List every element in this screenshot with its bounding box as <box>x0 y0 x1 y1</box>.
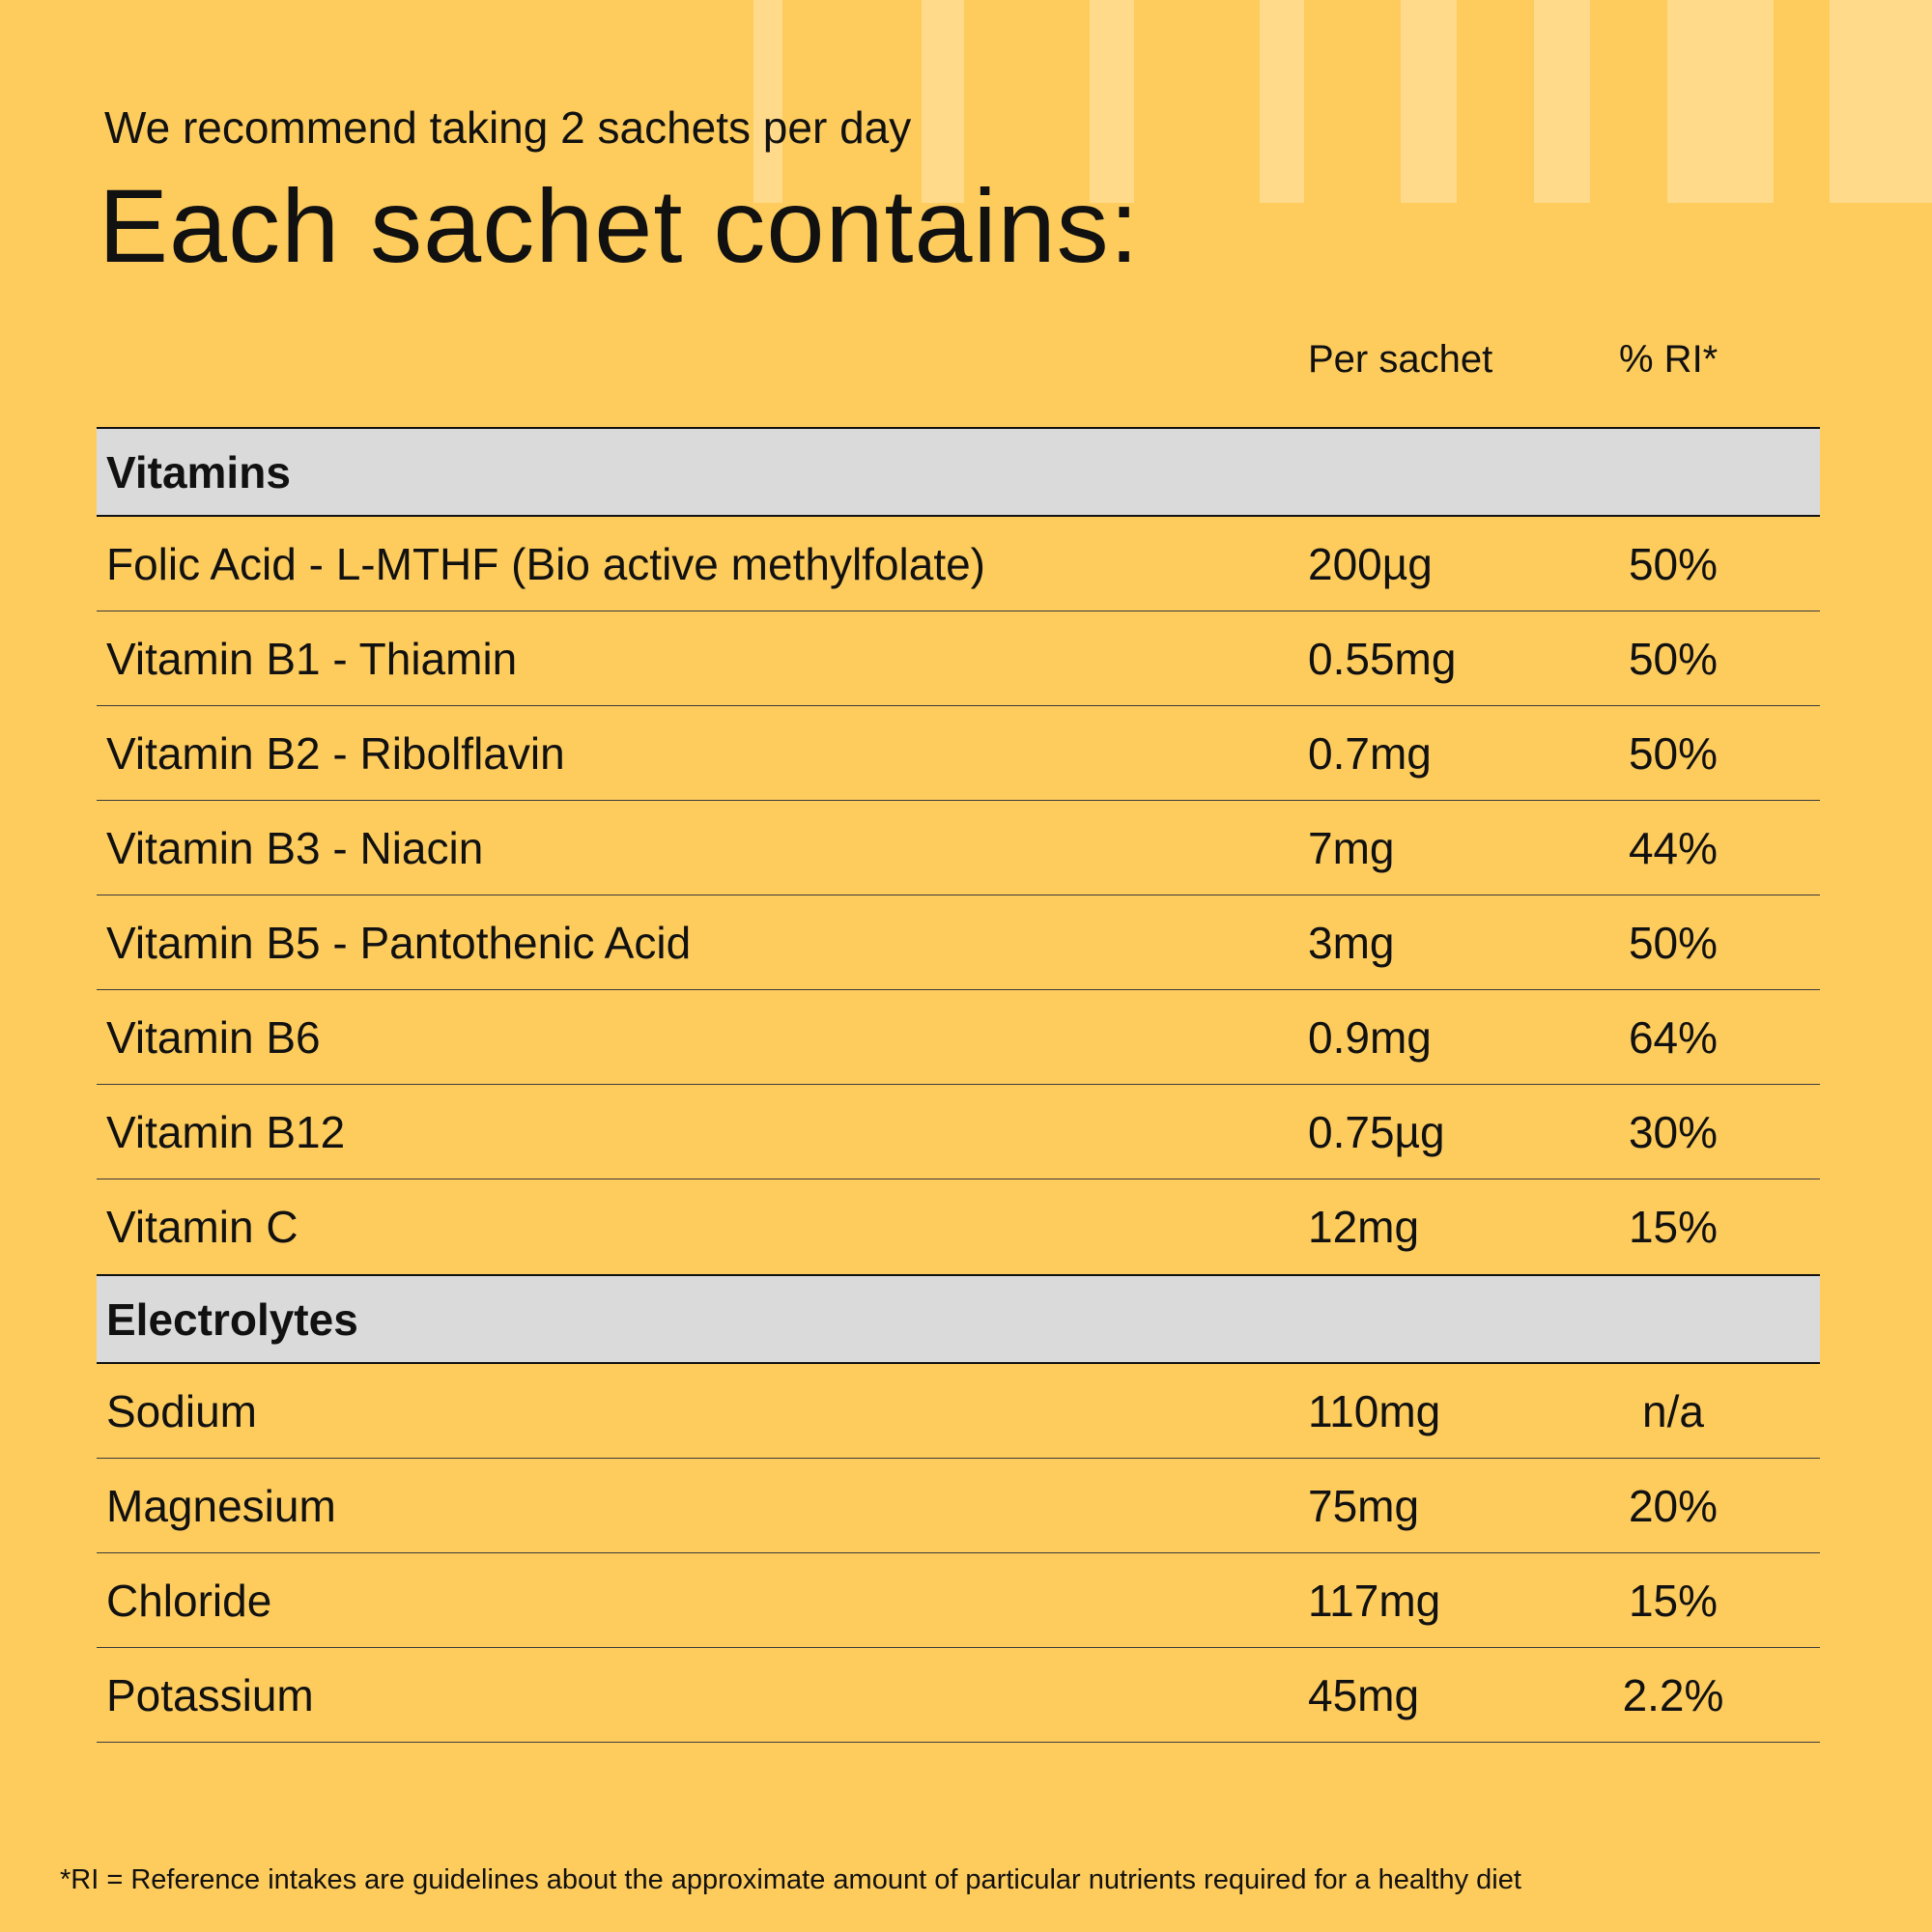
table-row <box>97 990 1820 1085</box>
table-row <box>97 517 1820 611</box>
nutrient-ri: 20% <box>1628 1480 1719 1531</box>
nutrient-name: Sodium <box>106 1385 257 1436</box>
column-header-per-sachet: Per sachet <box>1308 338 1493 381</box>
table-row <box>97 1179 1820 1274</box>
nutrient-ri: 64% <box>1628 1011 1719 1063</box>
nutrition-table <box>97 427 1820 1743</box>
nutrient-amount: 110mg <box>1308 1385 1441 1436</box>
table-row <box>97 611 1820 706</box>
column-header-ri: % RI* <box>1619 338 1719 381</box>
nutrient-ri: 50% <box>1628 727 1719 779</box>
decor-stripe <box>1260 0 1304 203</box>
nutrient-ri: 2.2% <box>1622 1669 1724 1720</box>
table-row <box>97 801 1820 895</box>
nutrient-amount: 117mg <box>1308 1575 1441 1626</box>
nutrient-name: Vitamin C <box>106 1202 298 1252</box>
section-title: Vitamins <box>106 446 291 497</box>
nutrient-name: Chloride <box>106 1575 272 1626</box>
nutrient-ri: 50% <box>1628 633 1719 684</box>
table-row <box>97 1085 1820 1179</box>
table-row <box>97 895 1820 990</box>
nutrient-amount: 75mg <box>1308 1480 1420 1531</box>
footnote: *RI = Reference intakes are guidelines about the approximate amount of particular nutrients required for a healthy diet <box>60 1864 1521 1895</box>
nutrient-ri: 44% <box>1628 822 1719 873</box>
nutrient-name: Vitamin B12 <box>106 1106 346 1157</box>
nutrient-ri: 15% <box>1628 1575 1719 1626</box>
page-title: Each sachet contains: <box>99 167 1140 284</box>
decor-stripe <box>1401 0 1457 203</box>
table-row <box>97 1648 1820 1743</box>
section-header-vitamins <box>97 427 1820 517</box>
nutrient-ri: 50% <box>1628 917 1719 968</box>
nutrient-amount: 0.55mg <box>1308 633 1457 684</box>
nutrient-amount: 200µg <box>1308 538 1433 589</box>
nutrient-amount: 3mg <box>1308 917 1395 968</box>
nutrient-name: Potassium <box>106 1669 314 1720</box>
decor-stripe <box>1830 0 1932 203</box>
nutrient-amount: 12mg <box>1308 1202 1420 1252</box>
nutrient-name: Vitamin B5 - Pantothenic Acid <box>106 917 692 968</box>
decor-stripe <box>1667 0 1774 203</box>
nutrient-name: Vitamin B3 - Niacin <box>106 822 484 873</box>
nutrient-amount: 0.9mg <box>1308 1011 1432 1063</box>
table-row <box>97 1459 1820 1553</box>
decor-stripe <box>1534 0 1590 203</box>
nutrient-amount: 45mg <box>1308 1669 1420 1720</box>
nutrient-amount: 0.75µg <box>1308 1106 1445 1157</box>
nutrient-name: Magnesium <box>106 1480 336 1531</box>
section-title: Electrolytes <box>106 1293 358 1345</box>
nutrient-ri: n/a <box>1642 1385 1704 1436</box>
nutrient-amount: 0.7mg <box>1308 727 1432 779</box>
table-row <box>97 1553 1820 1648</box>
nutrient-name: Vitamin B6 <box>106 1011 321 1063</box>
section-header-electrolytes <box>97 1274 1820 1364</box>
nutrient-ri: 50% <box>1628 538 1719 589</box>
table-row <box>97 1364 1820 1459</box>
nutrient-ri: 30% <box>1628 1106 1719 1157</box>
table-row <box>97 706 1820 801</box>
nutrient-amount: 7mg <box>1308 822 1395 873</box>
nutrient-name: Vitamin B1 - Thiamin <box>106 633 518 684</box>
nutrient-ri: 15% <box>1628 1202 1719 1252</box>
nutrient-name: Folic Acid - L-MTHF (Bio active methylfolate) <box>106 538 986 589</box>
nutrient-name: Vitamin B2 - Ribolflavin <box>106 727 565 779</box>
recommendation-text: We recommend taking 2 sachets per day <box>104 102 912 153</box>
